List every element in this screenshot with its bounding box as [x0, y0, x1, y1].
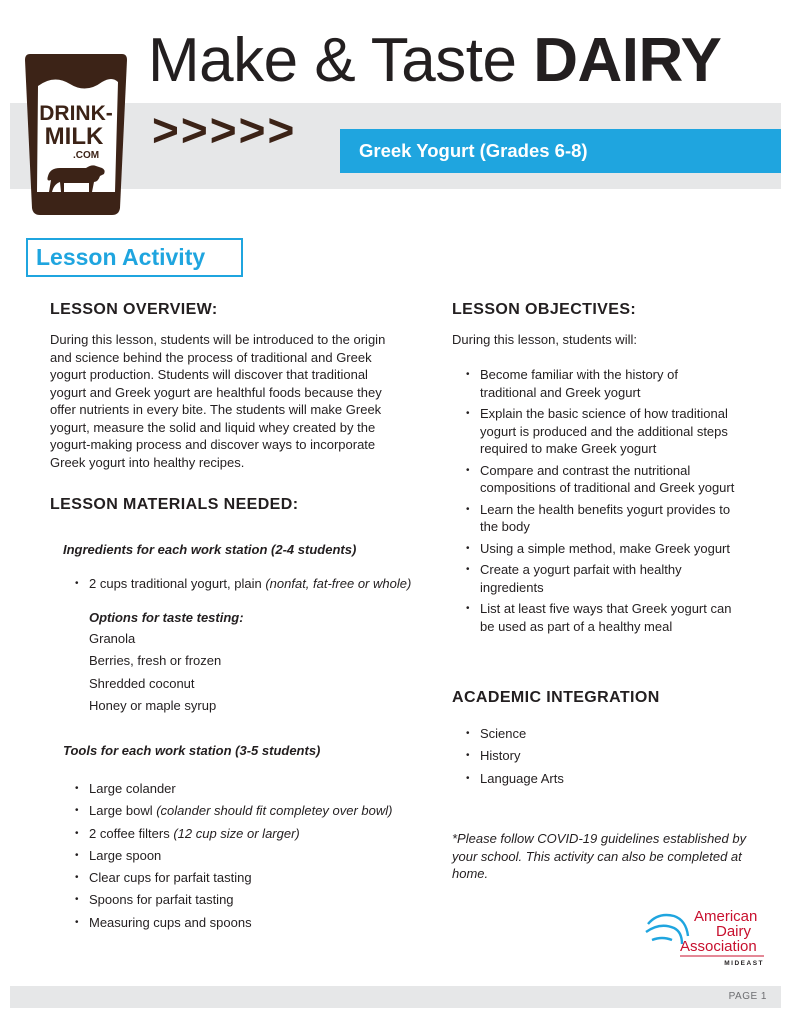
list-item: • Large bowl (colander should fit completey over bowl)	[75, 800, 435, 822]
integration-heading: ACADEMIC INTEGRATION	[452, 689, 660, 706]
ada-text-mideast: MIDEAST	[724, 960, 764, 967]
objectives-heading: LESSON OBJECTIVES:	[452, 301, 637, 318]
page-title: Make & Taste DAIRY	[148, 26, 722, 95]
covid-note: *Please follow COVID-19 guidelines established by your school. This activity can also be completed at home.	[452, 831, 747, 881]
list-item: • Language Arts	[466, 768, 766, 790]
logo-text-drink: DRINK-	[39, 102, 113, 125]
list-item: • Science	[466, 723, 766, 745]
list-item: • Using a simple method, make Greek yogurt	[466, 540, 766, 558]
chevron-arrows-icon: >>>>>	[152, 104, 297, 156]
objectives-intro: During this lesson, students will:	[452, 332, 637, 347]
list-item: • Spoons for parfait tasting	[75, 889, 435, 911]
list-item: • 2 coffee filters (12 cup size or larger)	[75, 823, 435, 845]
list-item: Granola	[89, 631, 136, 646]
list-item: • Learn the health benefits yogurt provides to the body	[466, 501, 766, 536]
ingredients-list	[75, 575, 435, 593]
ada-text-association: Association	[680, 938, 757, 955]
logo-text-milk: MILK	[44, 123, 104, 150]
list-item: • Become familiar with the history of traditional and Greek yogurt	[466, 366, 766, 401]
list-item: • List at least five ways that Greek yogurt can be used as part of a healthy meal	[466, 600, 766, 635]
list-item: • 2 cups traditional yogurt, plain (nonfat, fat-free or whole)	[75, 575, 435, 593]
list-item: • Create a yogurt parfait with healthy ingredients	[466, 561, 766, 596]
taste-options-heading: Options for taste testing:	[89, 610, 244, 625]
list-item: • Measuring cups and spoons	[75, 912, 435, 934]
list-item: • Clear cups for parfait tasting	[75, 867, 435, 889]
logo-text-com: .COM	[72, 150, 100, 161]
list-item: • Large spoon	[75, 845, 435, 867]
list-item: • Explain the basic science of how traditional yogurt is produced and the additional steps required to make Greek yogurt	[466, 405, 766, 458]
list-item: Honey or maple syrup	[89, 697, 217, 713]
lesson-activity-label: Lesson Activity	[26, 238, 243, 277]
overview-paragraph: During this lesson, students will be introduced to the origin and science behind the process of traditional and Greek yogurt production. Students will discover that traditional yogurt and Greek yogurt are healthful foods because they offer nutrients in every bite. The students will make Greek yogurt, measure the solid and liquid whey created by the yogurt-making process and discover ways to incorporate Greek yogurt into healthy recipes.	[50, 332, 386, 470]
list-item: Shredded coconut	[89, 675, 195, 691]
tools-list	[75, 778, 435, 934]
subtitle-banner: Greek Yogurt (Grades 6-8)	[340, 129, 781, 173]
list-item: Berries, fresh or frozen	[89, 653, 222, 669]
taste-options-list	[89, 628, 221, 717]
list-item: • Large colander	[75, 778, 435, 800]
overview-heading: LESSON OVERVIEW:	[50, 301, 218, 318]
list-item: • History	[466, 745, 766, 767]
objectives-list	[466, 366, 766, 639]
ingredients-heading: Ingredients for each work station (2-4 students)	[63, 542, 357, 557]
ada-text-american: American	[694, 908, 758, 925]
materials-heading: LESSON MATERIALS NEEDED:	[50, 496, 299, 513]
tools-heading: Tools for each work station (3-5 students)	[63, 743, 321, 758]
page-number: PAGE 1	[728, 991, 767, 1002]
american-dairy-association-logo	[644, 902, 766, 968]
ada-text-dairy: Dairy	[716, 923, 752, 940]
integration-list	[466, 723, 766, 790]
list-item: • Compare and contrast the nutritional compositions of traditional and Greek yogurt	[466, 462, 766, 497]
footer-band	[10, 986, 781, 1008]
drink-milk-logo	[24, 52, 128, 216]
